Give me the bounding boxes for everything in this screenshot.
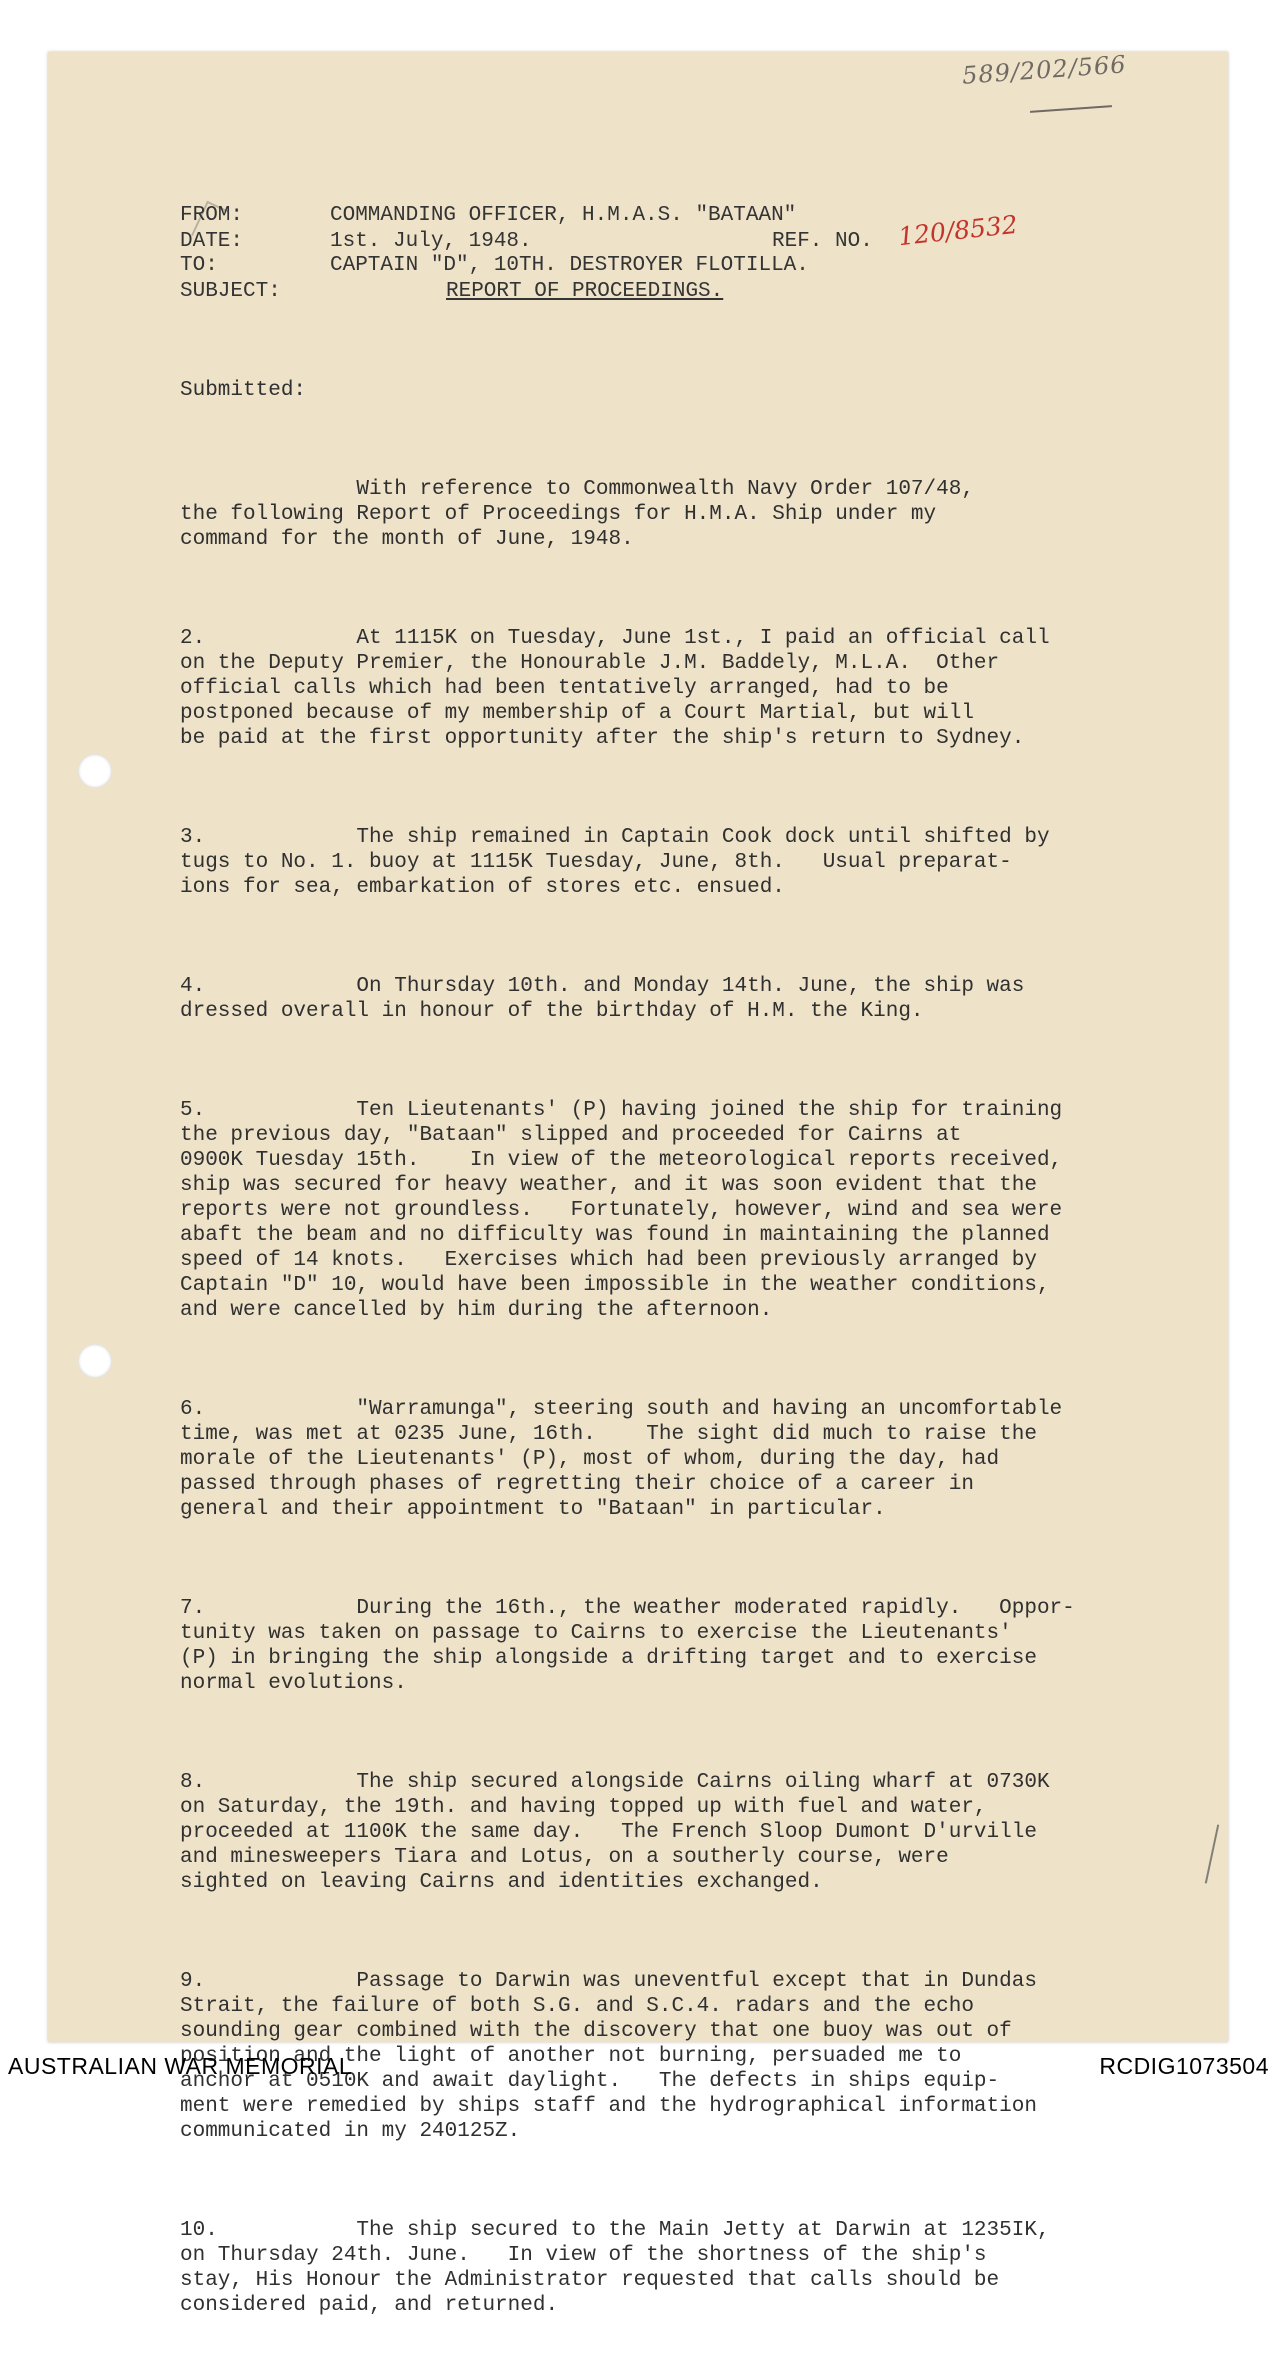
to-value: CAPTAIN "D", 10TH. DESTROYER FLOTILLA. <box>330 254 809 277</box>
submitted-line: Submitted: <box>180 379 307 402</box>
to-label: TO: <box>180 254 218 277</box>
paragraph-8: 8. The ship secured alongside Cairns oiling wharf at 0730K on Saturday, the 19th. and having topped up with fuel and water, proceeded at 1100K the same day. The French Sloop Dumont D'urville and minesweepers Tiara and Lotus, on a southerly course, were sighted on leaving Cairns and identities exchanged. <box>180 1771 1050 1894</box>
paragraph-10: 10. The ship secured to the Main Jetty at Darwin at 1235IK, on Thursday 24th. June. In view of the shortness of the ship's stay, His Honour the Administrator requested that calls should be considered paid, and returned. <box>180 2219 1050 2317</box>
punch-hole <box>78 1344 112 1378</box>
subject-value: REPORT OF PROCEEDINGS. <box>446 280 724 303</box>
date-label: DATE: <box>180 230 244 253</box>
from-value: COMMANDING OFFICER, H.M.A.S. "BATAAN" <box>330 204 797 227</box>
paragraph-6: 6. "Warramunga", steering south and having an uncomfortable time, was met at 0235 June, 16th. The sight did much to raise the morale of the Lieutenants' (P), most of whom, during the day, had passed through phases of regretting their choice of a career in general and their appointment to "Bataan" in particular. <box>180 1398 1063 1521</box>
paragraph-9: 9. Passage to Darwin was uneventful except that in Dundas Strait, the failure of both S.G. and S.C.4. radars and the echo sounding gear combined with the discovery that one buoy was out of position and the light of another not burning, persuaded me to anchor at 0510K and await daylight. The defects in ships equip- ment were remedied by ships staff and the hydrographical information communicated in my 240125Z. <box>180 1970 1037 2143</box>
paragraph-3: 3. The ship remained in Captain Cook dock until shifted by tugs to No. 1. buoy at 1115K Tuesday, June, 8th. Usual preparat- ions for sea, embarkation of stores etc. ensued. <box>180 826 1050 899</box>
paragraph-7: 7. During the 16th., the weather moderated rapidly. Oppor- tunity was taken on passage to Cairns to exercise the Lieutenants' (P) in bringing the ship alongside a drifting target and to exercise normal evolutions. <box>180 1597 1075 1695</box>
footer-archive-name: AUSTRALIAN WAR MEMORIAL <box>8 2053 353 2079</box>
footer-record-id: RCDIG1073504 <box>1099 2053 1269 2079</box>
punch-hole <box>78 754 112 788</box>
handwritten-ref-number: 120/8532 <box>896 209 1019 252</box>
paragraph-5: 5. Ten Lieutenants' (P) having joined the ship for training the previous day, "Bataan" slipped and proceeded for Cairns at 0900K Tuesday 15th. In view of the meteorological reports received, ship was secured for heavy weather, and it was soon evident that the reports were not groundless. Fortunately, however, wind and sea were abaft the beam and no difficulty was found in maintaining the planned speed of 14 knots. Exercises which had been previously arranged by Captain "D" 10, would have been impossible in the weather conditions, and were cancelled by him during the afternoon. <box>180 1099 1063 1322</box>
paragraph-1: With reference to Commonwealth Navy Order 107/48, the following Report of Proceedings for H.M.A. Ship under my command for the month of June, 1948. <box>180 478 974 551</box>
subject-label: SUBJECT: <box>180 280 281 303</box>
paragraph-4: 4. On Thursday 10th. and Monday 14th. June, the ship was dressed overall in honour of the birthday of H.M. the King. <box>180 975 1025 1023</box>
date-value: 1st. July, 1948. <box>330 230 532 253</box>
ref-label: REF. NO. <box>772 230 873 253</box>
handwritten-file-reference: 589/202/566 <box>961 50 1128 90</box>
from-label: FROM: <box>180 204 244 227</box>
paragraph-2: 2. At 1115K on Tuesday, June 1st., I paid an official call on the Deputy Premier, the Honourable J.M. Baddely, M.L.A. Other official calls which had been tentatively arranged, had to be postponed because of my membership of a Court Martial, but will be paid at the first opportunity after the ship's return to Sydney. <box>180 627 1050 750</box>
